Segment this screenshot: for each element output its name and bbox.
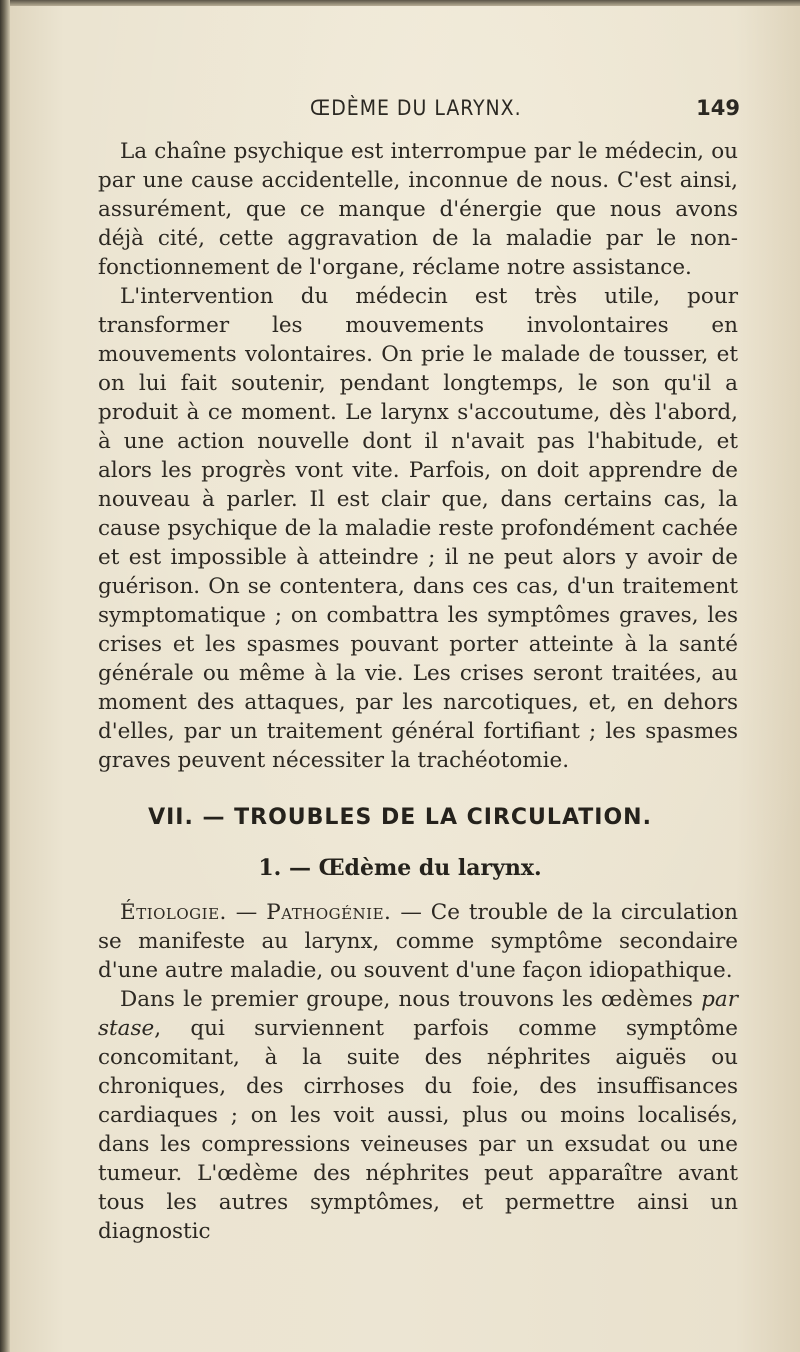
paragraph-text: Dans le premier groupe, nous trouvons les œdèmes	[120, 987, 702, 1012]
page-number: 149	[696, 96, 740, 120]
section-heading: VII. — TROUBLES DE LA CIRCULATION.	[148, 805, 652, 830]
subsection-heading: 1. — Œdème du larynx.	[258, 855, 542, 881]
running-head-title: ŒDÈME DU LARYNX.	[310, 96, 522, 120]
label-etiologie: Étiologie.	[120, 900, 227, 925]
body-text-block-1	[98, 137, 738, 775]
page-top-edge	[0, 0, 800, 6]
paragraph	[98, 898, 738, 985]
paragraph: La chaîne psychique est interrompue par le médecin, ou par une cause accidentelle, inconnue de nous. C'est ainsi, assurément, que ce manque d'énergie que nous avons déjà cité, cette aggravation de la maladie par le non-fonctionnement de l'organe, réclame notre assistance.	[98, 139, 738, 280]
label-dash: —	[226, 900, 267, 925]
running-head	[98, 96, 740, 126]
paragraph: L'intervention du médecin est très utile, pour transformer les mouvements involontaires en mouvements volontaires. On prie le malade de tousser, et on lui fait soutenir, pendant longtemps, le son qu'il a produit à ce moment. Le larynx s'accoutume, dès l'abord, à une action nouvelle dont il n'avait pas l'habitude, et alors les progrès vont vite. Parfois, on doit apprendre de nouveau à parler. Il est clair que, dans certains cas, la cause psychique de la maladie reste profondément cachée et est impossible à atteindre ; il ne peut alors y avoir de guérison. On se contentera, dans ces cas, d'un traitement symptomatique ; on combattra les symptômes graves, les crises et les spasmes pouvant porter atteinte à la santé générale ou même à la vie. Les crises seront traitées, au moment des attaques, par les narcotiques, et, en dehors d'elles, par un traitement général fortifiant ; les spasmes graves peuvent nécessiter la trachéotomie.	[98, 284, 738, 773]
paragraph-text: — Ce trouble de la circulation se manifeste au larynx, comme symptôme secondaire d'une autre maladie, ou souvent d'une façon idiopathique.	[98, 900, 738, 983]
paragraph-text: , qui surviennent parfois comme symptôme concomitant, à la suite des néphrites aiguës ou chroniques, des cirrhoses du foie, des insuffisances cardiaques ; on les voit aussi, plus ou moins localisés, dans les compressions veineuses par un exsudat ou une tumeur. L'œdème des néphrites peut apparaître avant tous les autres symptômes, et permettre ainsi un diagnostic	[98, 1016, 738, 1244]
paragraph	[98, 985, 738, 1246]
italic-term: par stase	[98, 987, 738, 1041]
label-pathogenie: Pathogénie.	[266, 900, 392, 925]
body-text-block-2	[98, 898, 738, 1246]
page-binding-edge	[0, 0, 10, 1352]
